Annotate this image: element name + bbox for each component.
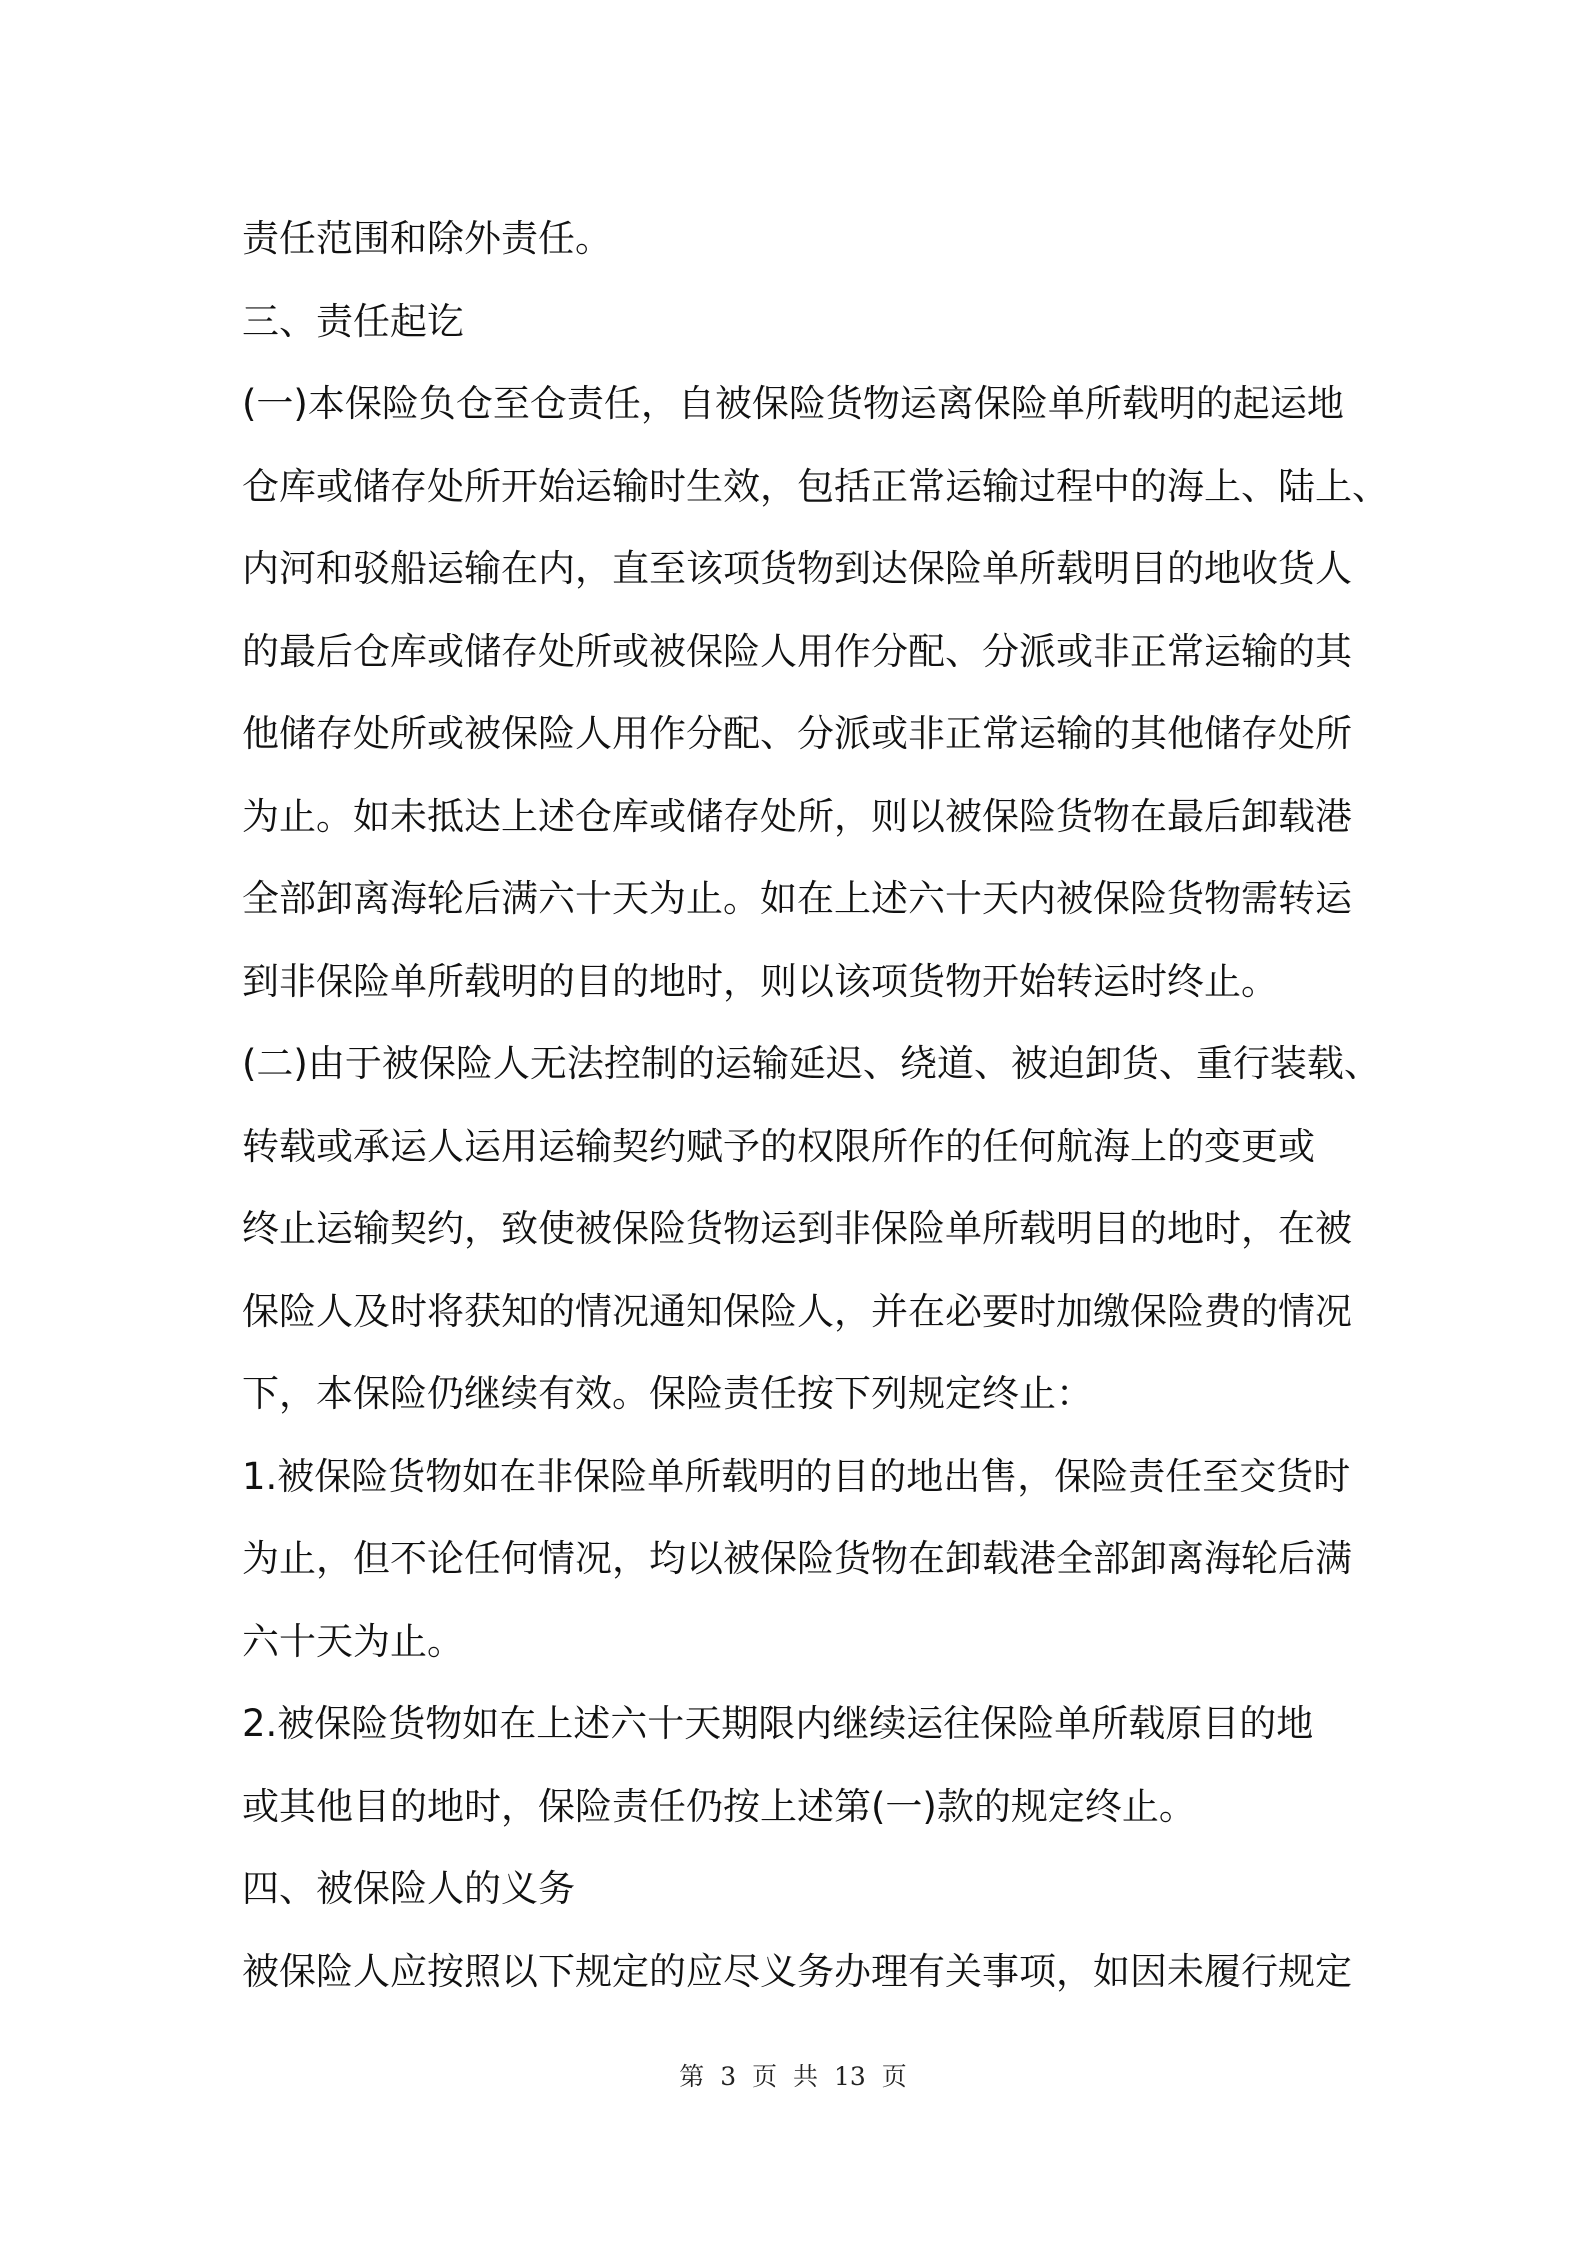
text-line: 全部卸离海轮后满六十天为止。如在上述六十天内被保险货物需转运 — [242, 877, 1352, 920]
text-line: 责任范围和除外责任。 — [242, 217, 612, 260]
text-line: 1.被保险货物如在非保险单所载明的目的地出售，保险责任至交货时 — [242, 1454, 1351, 1498]
text-line: 六十天为止。 — [242, 1619, 464, 1663]
text-line: 到非保险单所载明的目的地时，则以该项货物开始转运时终止。 — [242, 959, 1278, 1003]
text-line: 为止，但不论任何情况，均以被保险货物在卸载港全部卸离海轮后满 — [242, 1537, 1352, 1580]
section-heading: 三、责任起讫 — [242, 299, 464, 343]
text-line: 他储存处所或被保险人用作分配、分派或非正常运输的其他储存处所 — [242, 712, 1352, 755]
text-line: 终止运输契约，致使被保险货物运到非保险单所载明目的地时，在被 — [242, 1207, 1352, 1250]
text-line: (二)由于被保险人无法控制的运输延迟、绕道、被迫卸货、重行装载、 — [242, 1042, 1381, 1085]
text-line: 下，本保险仍继续有效。保险责任按下列规定终止： — [242, 1372, 1093, 1415]
text-line: 仓库或储存处所开始运输时生效，包括正常运输过程中的海上、陆上、 — [242, 464, 1389, 508]
text-line: 或其他目的地时，保险责任仍按上述第(一)款的规定终止。 — [242, 1784, 1196, 1828]
section-heading: 四、被保险人的义务 — [242, 1867, 575, 1910]
text-line: (一)本保险负仓至仓责任，自被保险货物运离保险单所载明的起运地 — [242, 382, 1344, 425]
text-line: 被保险人应按照以下规定的应尽义务办理有关事项，如因未履行规定 — [242, 1949, 1352, 1993]
text-line: 转载或承运人运用运输契约赋予的权限所作的任何航海上的变更或 — [242, 1124, 1315, 1168]
text-line: 内河和驳船运输在内，直至该项货物到达保险单所载明目的地收货人 — [242, 547, 1352, 590]
page-number-footer: 第 3 页 共 13 页 — [679, 2062, 907, 2091]
text-line: 保险人及时将获知的情况通知保险人，并在必要时加缴保险费的情况 — [242, 1289, 1352, 1333]
text-line: 2.被保险货物如在上述六十天期限内继续运往保险单所载原目的地 — [242, 1702, 1314, 1745]
text-line: 为止。如未抵达上述仓库或储存处所，则以被保险货物在最后卸载港 — [242, 794, 1352, 838]
text-line: 的最后仓库或储存处所或被保险人用作分配、分派或非正常运输的其 — [242, 629, 1352, 673]
document-body — [242, 198, 1389, 2013]
